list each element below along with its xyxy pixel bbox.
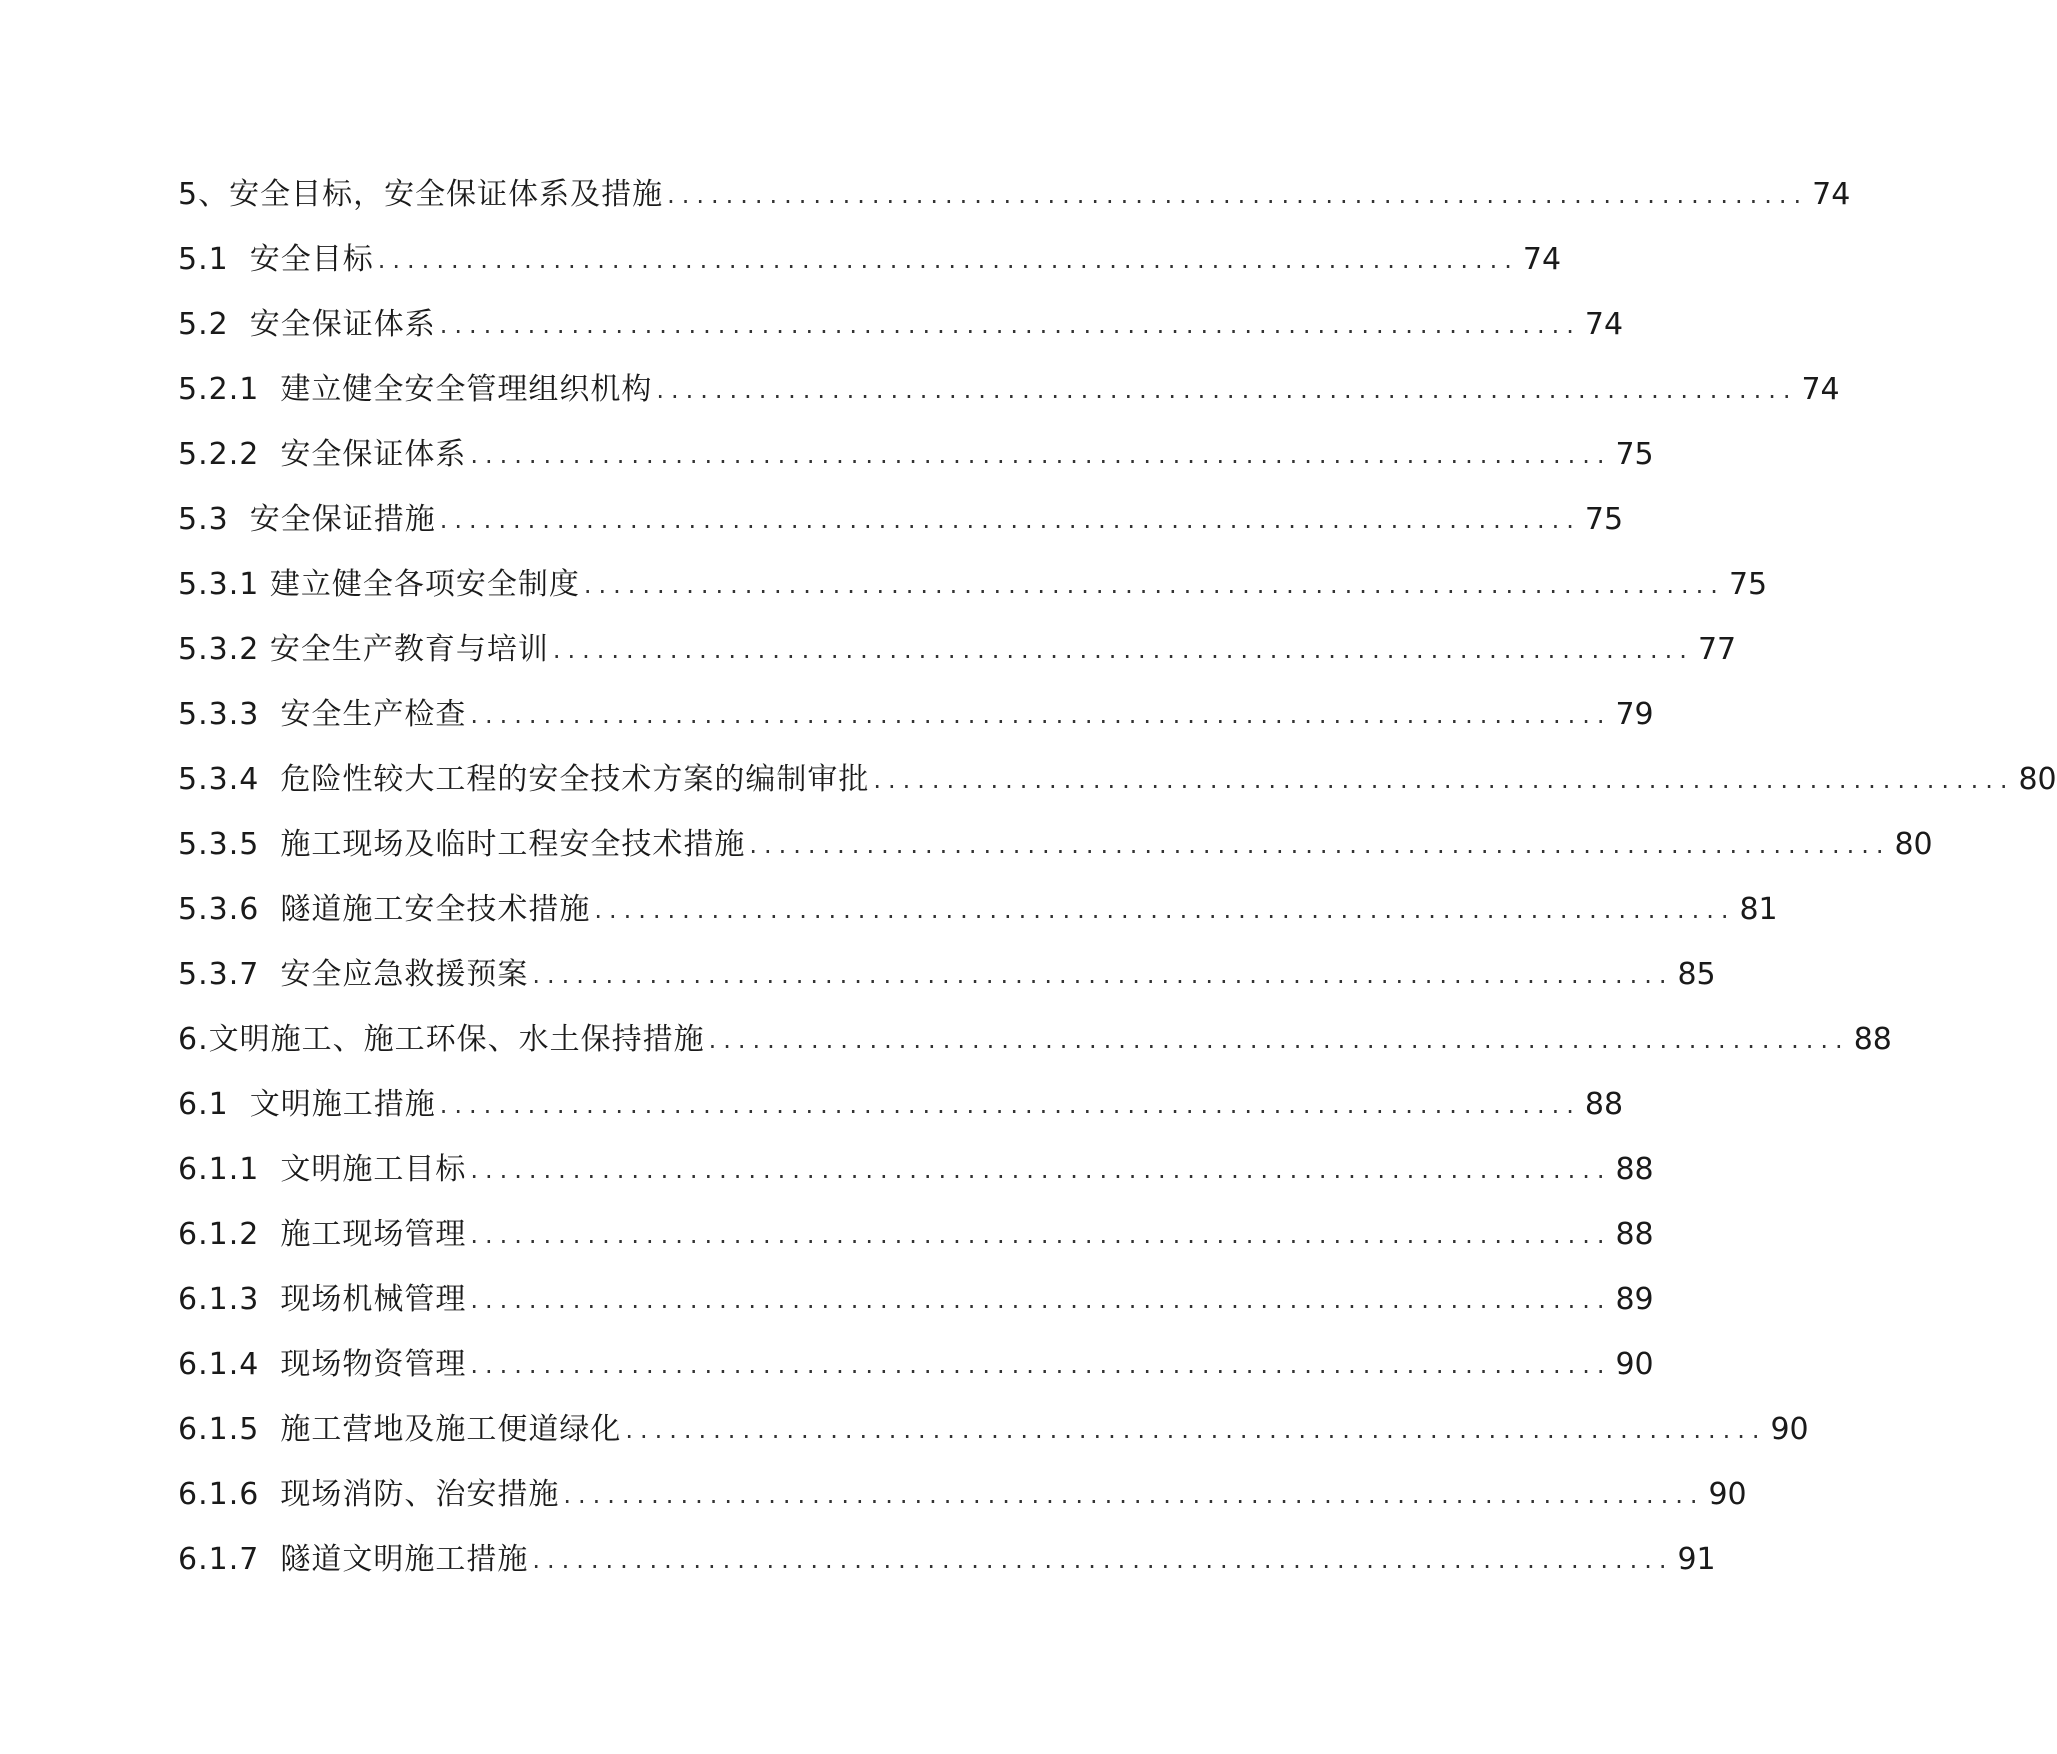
toc-entry-page: 91 <box>1677 1542 1716 1577</box>
toc-entry-title: 5.3.4 危险性较大工程的安全技术方案的编制审批 <box>178 762 870 797</box>
toc-entry-title: 6.1.3 现场机械管理 <box>178 1282 467 1317</box>
toc-entry-title: 6.1.5 施工营地及施工便道绿化 <box>178 1412 622 1447</box>
toc-entry[interactable] <box>178 477 1624 542</box>
toc-entry[interactable] <box>178 542 1768 607</box>
toc-dot-leader: .............................................................................. <box>708 1026 1850 1054</box>
toc-entry-page: 75 <box>1728 567 1768 602</box>
toc-dot-leader: .............................................................................. <box>667 181 1809 209</box>
toc-dot-leader: .............................................................................. <box>625 1416 1767 1444</box>
toc-entry[interactable] <box>178 152 1851 217</box>
toc-entry-title: 5.2 安全保证体系 <box>178 307 436 342</box>
toc-entry-page: 80 <box>1894 827 1933 862</box>
toc-entry[interactable] <box>178 997 1892 1062</box>
toc-entry[interactable] <box>178 737 2057 802</box>
toc-entry-title: 5.2.1 建立健全安全管理组织机构 <box>178 372 653 407</box>
toc-entry-page: 90 <box>1615 1347 1654 1382</box>
toc-entry-title: 5.1 安全目标 <box>178 242 374 277</box>
toc-dot-leader: .............................................................................. <box>656 376 1798 404</box>
toc-dot-leader: .............................................................................. <box>470 1286 1612 1314</box>
toc-entry[interactable] <box>178 1452 1747 1517</box>
toc-entry-page: 88 <box>1615 1217 1654 1252</box>
toc-dot-leader: .............................................................................. <box>563 1481 1705 1509</box>
toc-entry-title: 5.3.1 建立健全各项安全制度 <box>178 567 580 602</box>
toc-entry-title: 6.1.6 现场消防、治安措施 <box>178 1477 560 1512</box>
toc-dot-leader: .............................................................................. <box>594 896 1736 924</box>
toc-entry-page: 88 <box>1853 1022 1892 1057</box>
toc-dot-leader: .............................................................................. <box>470 1156 1612 1184</box>
toc-entry-title: 5、安全目标，安全保证体系及措施 <box>178 177 664 212</box>
toc-entry-page: 90 <box>1770 1412 1809 1447</box>
toc-entry[interactable] <box>178 607 1737 672</box>
toc-entry-title: 5.3 安全保证措施 <box>178 502 436 537</box>
toc-entry-page: 79 <box>1615 697 1654 732</box>
toc-entry-title: 6.1.2 施工现场管理 <box>178 1217 467 1252</box>
toc-dot-leader: .............................................................................. <box>552 636 1694 664</box>
toc-entry-page: 85 <box>1677 957 1716 992</box>
toc-dot-leader: .............................................................................. <box>439 311 1581 339</box>
toc-entry[interactable] <box>178 347 1840 412</box>
toc-dot-leader: .............................................................................. <box>749 831 1891 859</box>
toc-entry[interactable] <box>178 1322 1654 1387</box>
toc-entry-page: 74 <box>1584 307 1624 342</box>
toc-entry-page: 74 <box>1522 242 1562 277</box>
toc-dot-leader: .............................................................................. <box>470 701 1612 729</box>
toc-entry[interactable] <box>178 1192 1654 1257</box>
toc-entry-page: 80 <box>2018 762 2057 797</box>
toc-dot-leader: .............................................................................. <box>470 1351 1612 1379</box>
toc-dot-leader: .............................................................................. <box>439 506 1581 534</box>
toc-entry-page: 77 <box>1697 632 1737 667</box>
toc-entry[interactable] <box>178 1127 1654 1192</box>
toc-dot-leader: .............................................................................. <box>439 1091 1581 1119</box>
toc-dot-leader: .............................................................................. <box>873 766 2015 794</box>
toc-entry-title: 5.3.3 安全生产检查 <box>178 697 467 732</box>
toc-entry-page: 74 <box>1812 177 1851 212</box>
toc-entry-title: 5.2.2 安全保证体系 <box>178 437 467 472</box>
toc-dot-leader: .............................................................................. <box>583 571 1725 599</box>
toc-entry[interactable] <box>178 1257 1654 1322</box>
toc-entry-page: 90 <box>1708 1477 1747 1512</box>
toc-dot-leader: .............................................................................. <box>470 441 1612 469</box>
toc-entry[interactable] <box>178 1062 1624 1127</box>
toc-entry-title: 5.3.7 安全应急救援预案 <box>178 957 529 992</box>
toc-entry[interactable] <box>178 217 1562 282</box>
toc-entry-page: 74 <box>1801 372 1840 407</box>
toc-entry-title: 6.1 文明施工措施 <box>178 1087 436 1122</box>
toc-entry-page: 75 <box>1584 502 1624 537</box>
toc-entry[interactable] <box>178 1387 1809 1452</box>
toc-entry-title: 6.1.4 现场物资管理 <box>178 1347 467 1382</box>
toc-entry-page: 81 <box>1739 892 1778 927</box>
toc-entry-page: 89 <box>1615 1282 1654 1317</box>
toc-entry[interactable] <box>178 412 1654 477</box>
toc-entry-title: 5.3.2 安全生产教育与培训 <box>178 632 549 667</box>
toc-entry-title: 5.3.5 施工现场及临时工程安全技术措施 <box>178 827 746 862</box>
toc-entry-page: 75 <box>1615 437 1654 472</box>
toc-entry-title: 6.文明施工、施工环保、水土保持措施 <box>178 1022 705 1057</box>
toc-entry[interactable] <box>178 1517 1716 1582</box>
toc-entry[interactable] <box>178 282 1624 347</box>
toc-entry[interactable] <box>178 802 1933 867</box>
table-of-contents <box>178 152 2057 1582</box>
toc-entry[interactable] <box>178 932 1716 997</box>
toc-entry[interactable] <box>178 672 1654 737</box>
toc-dot-leader: .............................................................................. <box>532 1546 1674 1574</box>
toc-entry-page: 88 <box>1584 1087 1624 1122</box>
toc-entry-title: 6.1.1 文明施工目标 <box>178 1152 467 1187</box>
toc-dot-leader: .............................................................................. <box>532 961 1674 989</box>
toc-entry-page: 88 <box>1615 1152 1654 1187</box>
toc-dot-leader: .............................................................................. <box>377 246 1519 274</box>
toc-entry-title: 6.1.7 隧道文明施工措施 <box>178 1542 529 1577</box>
toc-entry-title: 5.3.6 隧道施工安全技术措施 <box>178 892 591 927</box>
toc-entry[interactable] <box>178 867 1778 932</box>
toc-dot-leader: .............................................................................. <box>470 1221 1612 1249</box>
